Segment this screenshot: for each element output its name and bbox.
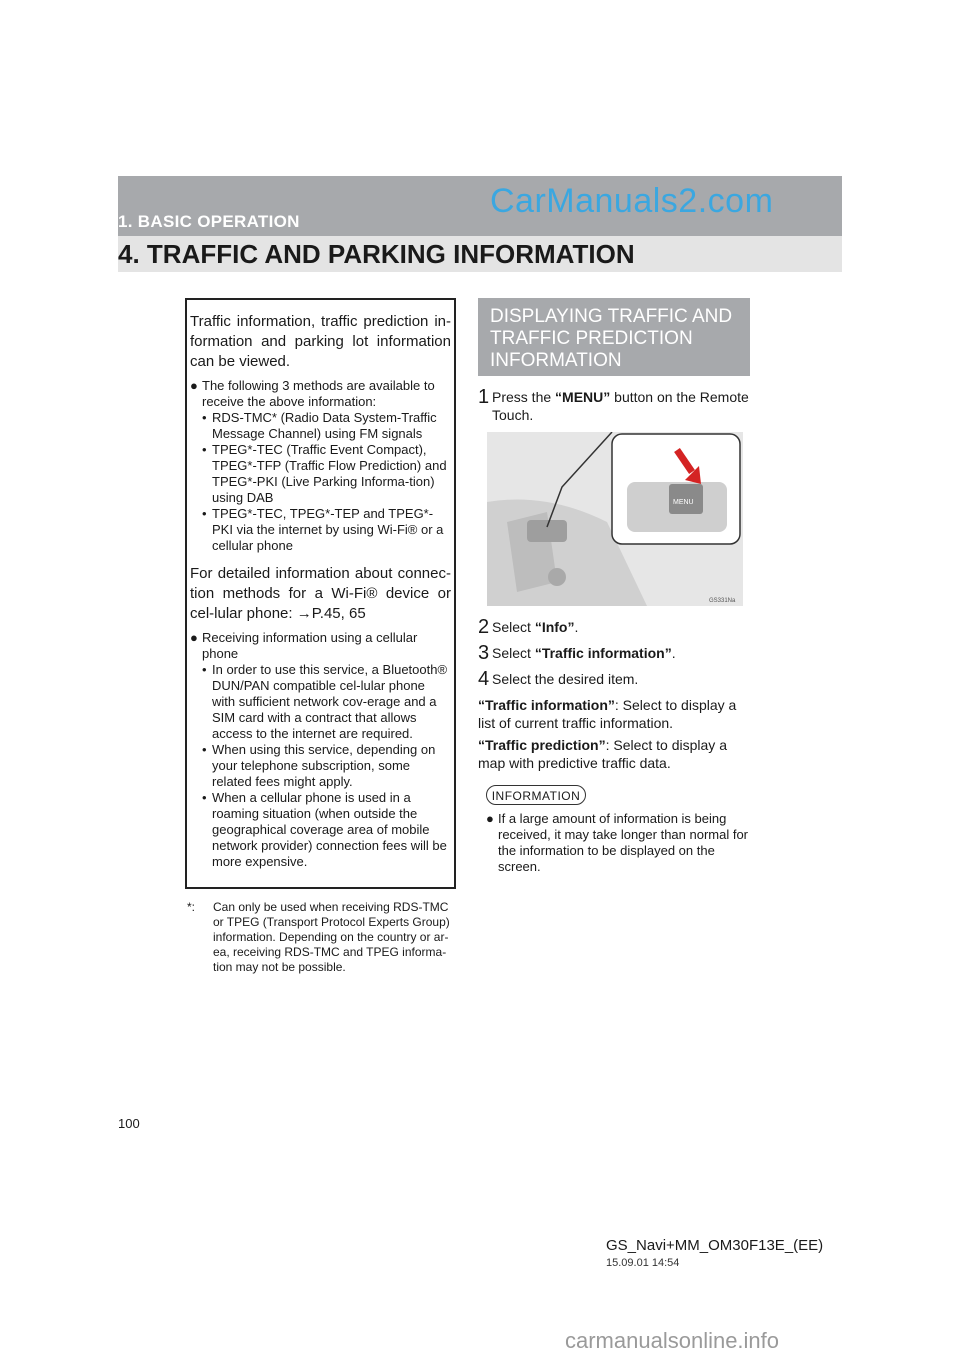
remote-touch-illustration: [487, 432, 743, 606]
console-diagram: [487, 432, 743, 606]
overview-lead: Traffic information, traffic prediction in-formation and parking lot information can be viewed.: [190, 313, 451, 370]
connection-info: For detailed information about connec-tion methods for a Wi-Fi® device or cel-lular phone: →P.45, 65: [190, 565, 451, 622]
step-2: 2 Select “Info”.: [478, 616, 579, 638]
bullet-dot-icon: ●: [486, 811, 494, 826]
cellular-bullet: [190, 630, 451, 870]
print-stamp: 15.09.01 14:54: [606, 1257, 680, 1269]
information-tag: INFORMATION: [486, 785, 586, 805]
section-label: 1. BASIC OPERATION: [118, 212, 300, 231]
menu-label: MENU: [673, 499, 694, 506]
cellular-intro: Receiving information using a cellular phone: [202, 630, 418, 661]
bullet-dot-icon: ●: [190, 630, 198, 645]
information-note: ● If a large amount of information is being received, it may take longer than normal for the information to be displayed on the screen.: [486, 811, 749, 874]
step-1: 1 Press the “MENU” button on the Remote Touch.: [478, 386, 749, 423]
document-code: GS_Navi+MM_OM30F13E_(EE): [606, 1237, 824, 1254]
cellular-note: • When using this service, depending on your telephone subscription, some related fees might apply.: [202, 742, 436, 789]
cellular-note: • When a cellular phone is used in a roaming situation (when outside the geographical coverage area of mobile network provider) connection fees will be more expensive.: [202, 790, 447, 869]
method-item: • TPEG*-TEC, TPEG*-TEP and TPEG*-PKI via the internet by using Wi-Fi® or a cellular phone: [202, 506, 444, 553]
overview-box: [185, 298, 456, 889]
figure-code: GS331Na: [709, 598, 736, 604]
bullet-dot-icon: ●: [190, 378, 198, 393]
methods-bullet: [190, 378, 451, 554]
footnote-text: Can only be used when receiving RDS-TMC or TPEG (Transport Protocol Experts Group) information. Depending on the country or ar-ea, receiving RDS-TMC and TPEG informa-tion may not be possible.: [213, 900, 450, 974]
step-3: 3 Select “Traffic information”.: [478, 642, 676, 664]
page-number: 100: [118, 1116, 140, 1131]
methods-intro: The following 3 methods are available to receive the above information:: [202, 378, 435, 409]
step-4: 4 Select the desired item.: [478, 668, 639, 690]
watermark-bottom: carmanualsonline.info: [565, 1328, 780, 1353]
footnote: [187, 900, 460, 975]
desc-traffic-prediction: “Traffic prediction”: Select to display a map with predictive traffic data.: [478, 737, 727, 771]
method-item: • TPEG*-TEC (Traffic Event Compact), TPEG*-TFP (Traffic Flow Prediction) and TPEG*-PKI (Live Parking Informa-tion) using DAB: [202, 442, 447, 505]
page-title: 4. TRAFFIC AND PARKING INFORMATION: [118, 239, 635, 269]
watermark-logo: CarManuals2.com: [490, 182, 774, 220]
cellular-note: • In order to use this service, a Bluetooth® DUN/PAN compatible cel-lular phone with sufficient network cov-erage and a SIM card with a contract that allows access to the internet are required.: [202, 662, 448, 741]
section-heading: DISPLAYING TRAFFIC AND TRAFFIC PREDICTION INFORMATION: [478, 298, 750, 376]
step-number: 1: [478, 386, 490, 408]
method-item: • RDS-TMC* (Radio Data System-Traffic Message Channel) using FM signals: [202, 410, 437, 441]
desc-traffic-information: “Traffic information”: Select to display a list of current traffic information.: [478, 697, 737, 731]
footnote-mark: *:: [187, 900, 196, 914]
